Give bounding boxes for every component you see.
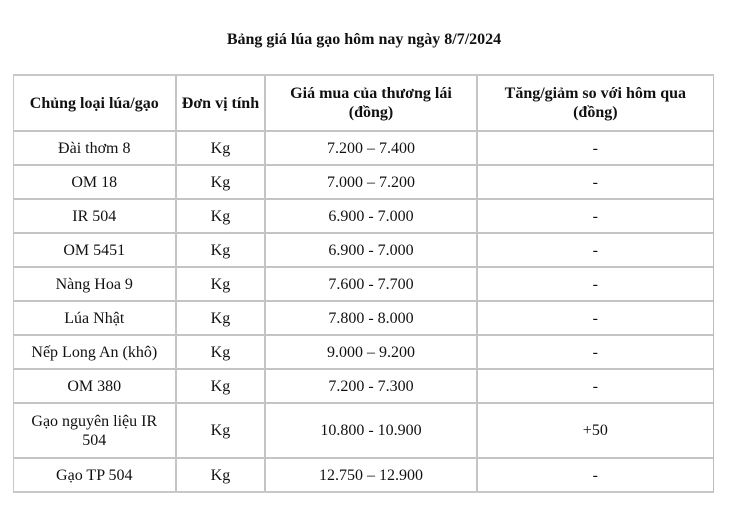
cell-type: Nếp Long An (khô) [14,336,177,370]
cell-price: 6.900 - 7.000 [266,200,477,234]
cell-price: 7.000 – 7.200 [266,166,477,200]
cell-unit: Kg [177,132,267,166]
cell-price: 9.000 – 9.200 [266,336,477,370]
cell-change: - [592,466,598,484]
table-row [14,459,713,491]
cell-type: Gạo nguyên liệu IR 504 [14,404,177,459]
table-row [14,336,713,370]
cell-change: +50 [478,404,713,459]
cell-price: 6.900 - 7.000 [266,234,477,268]
cell-change: - [478,370,713,404]
cell-price: 7.200 – 7.400 [266,132,477,166]
cell-change: - [478,234,713,268]
table-row [14,302,713,336]
cell-change: - [478,302,713,336]
cell-unit: Kg [177,336,267,370]
cell-type: OM 380 [14,370,177,404]
cell-unit: Kg [177,370,267,404]
cell-type: OM 5451 [14,234,177,268]
cell-type: Nàng Hoa 9 [14,268,177,302]
cell-price: 12.750 – 12.900 [266,459,477,491]
cell-type: Lúa Nhật [14,302,177,336]
cell-change: - [478,200,713,234]
cell-change: - [478,132,713,166]
cell-unit: Kg [177,404,267,459]
table-row [14,404,713,459]
cell-type: Gạo TP 504 [14,459,177,491]
cell-change: - [478,166,713,200]
cell-type: IR 504 [14,200,177,234]
cell-change: - [478,268,713,302]
header-row [14,76,713,132]
cell-price: 7.200 - 7.300 [266,370,477,404]
header-unit: Đơn vị tính [177,76,267,132]
cell-price: 7.800 - 8.000 [266,302,477,336]
cell-price: 10.800 - 10.900 [266,404,477,459]
cell-type: OM 18 [14,166,177,200]
cell-unit: Kg [177,459,267,491]
header-type: Chủng loại lúa/gạo [14,76,177,132]
cell-unit: Kg [177,302,267,336]
table-row [14,268,713,302]
cell-unit: Kg [177,200,267,234]
rice-price-table [13,74,714,493]
header-change: Tăng/giảm so với hôm qua (đồng) [478,76,713,132]
table-row [14,132,713,166]
table-row [14,370,713,404]
table-row [14,166,713,200]
table-row [14,200,713,234]
cell-unit: Kg [177,268,267,302]
cell-type: Đài thơm 8 [14,132,177,166]
cell-unit: Kg [177,234,267,268]
cell-price: 7.600 - 7.700 [266,268,477,302]
cell-change: - [478,336,713,370]
header-price: Giá mua của thương lái (đồng) [266,76,477,132]
table-row [14,234,713,268]
table-title: Bảng giá lúa gạo hôm nay ngày 8/7/2024 [226,31,502,48]
cell-unit: Kg [177,166,267,200]
